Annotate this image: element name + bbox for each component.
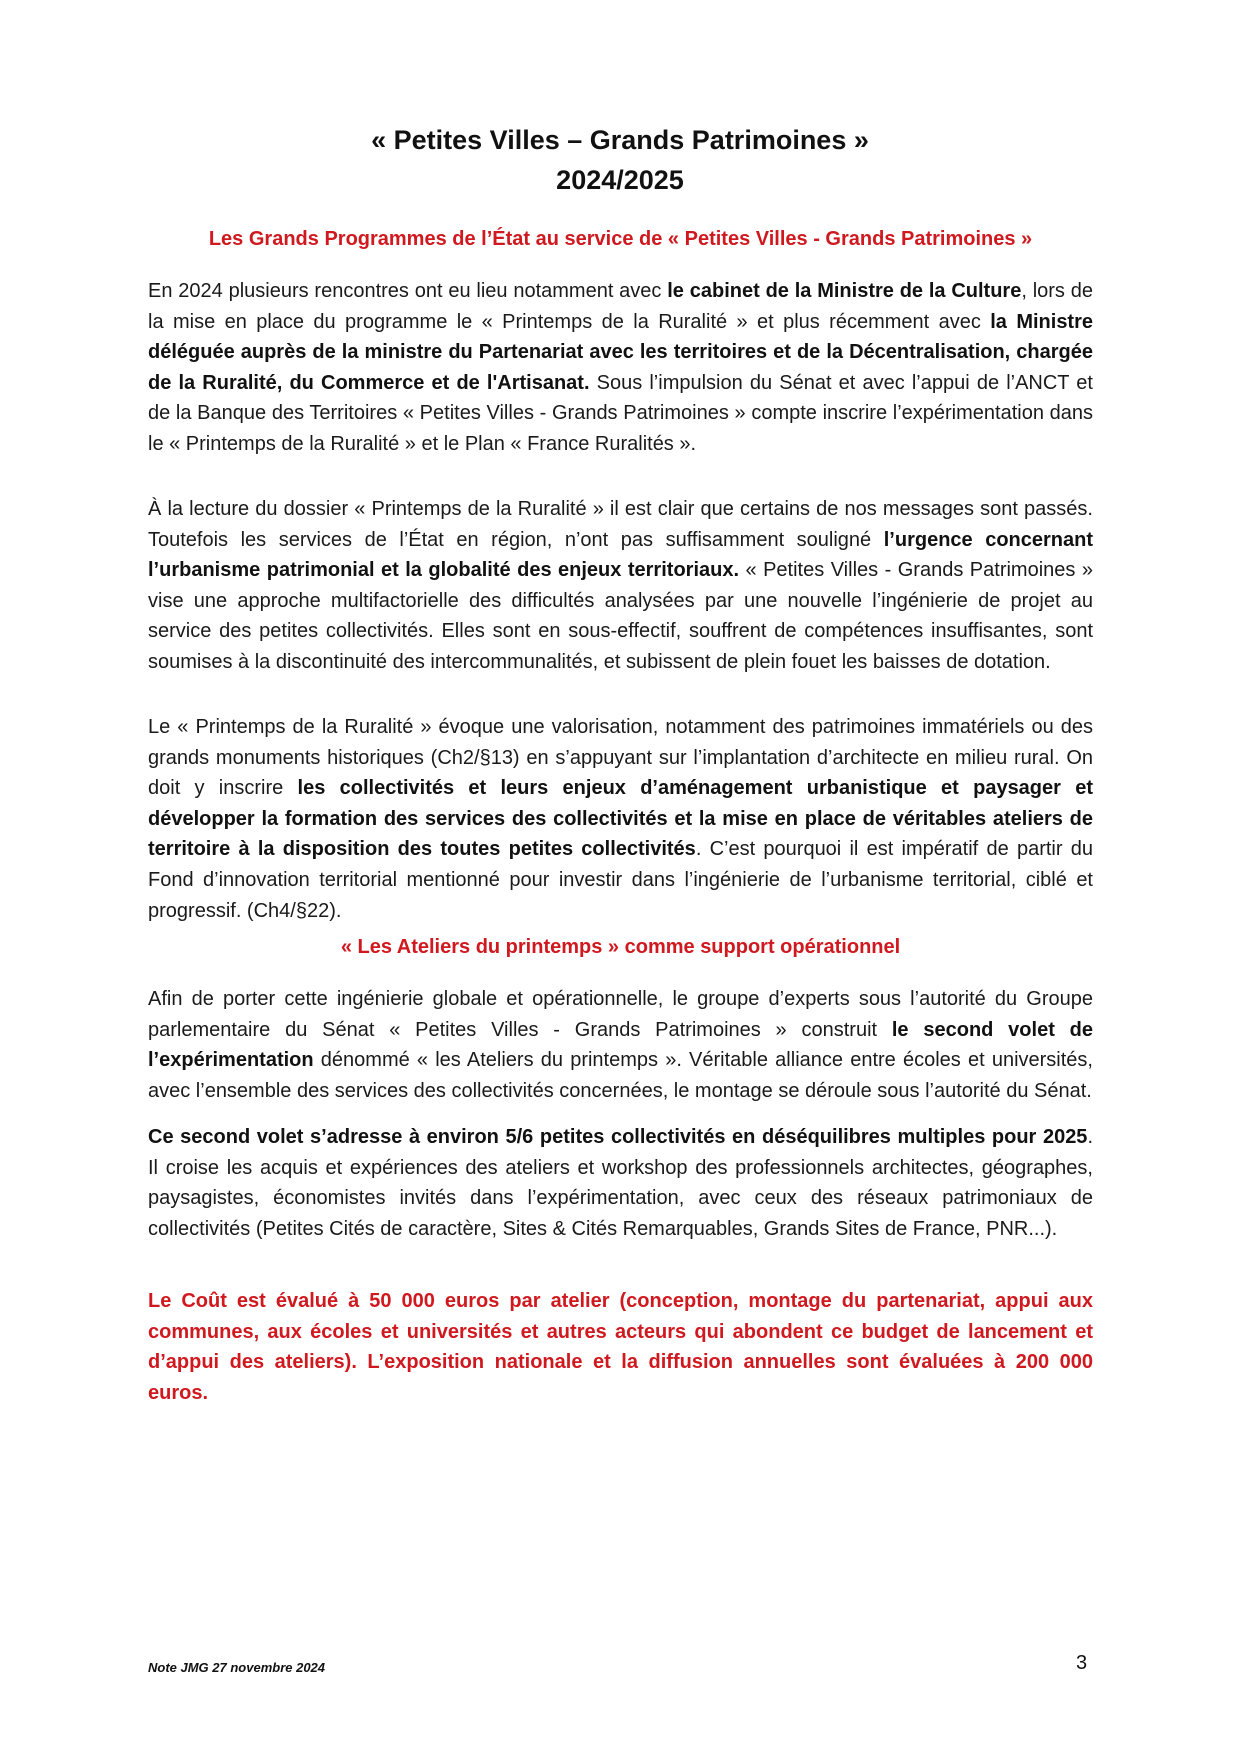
bold-run: les collectivités et leurs enjeux d’aménagement urbanistique et paysager et développer la formation des services des collectivités et la mise en place de véritables ateliers de territoire à la disposition des toutes petites collectivités [148, 777, 1093, 861]
text-run: En 2024 plusieurs rencontres ont eu lieu notamment avec [148, 280, 668, 302]
bold-run: la Ministre déléguée auprès de la ministre du Partenariat avec les territoires et de la Décentralisation, chargée de la Ruralité, du Commerce et de l'Artisanat. [148, 310, 1094, 394]
text-run: Afin de porter cette ingénierie globale et opérationnelle, le groupe d’experts sous l’autorité du Groupe parlementaire du Sénat « Petites Villes - Grands Patrimoines » construit [148, 988, 1093, 1041]
text-run: . Il croise les acquis et expériences des ateliers et workshop des professionnels architectes, géographes, paysagistes, économistes invités dans l’expérimentation, avec ceux des réseaux patrimoniaux de collectivités (Petites Cités de caractère, Sites & Cités Remarquables, Grands Sites de France, PNR...). [148, 1126, 1093, 1240]
page-number: 3 [1076, 1652, 1088, 1674]
text-run: À la lecture du dossier « Printemps de la Ruralité » il est clair que certains de nos messages sont passés. Toutefois les services de l’État en région, n’ont pas suffisamment souligné [148, 498, 1093, 551]
title-line-1: « Petites Villes – Grands Patrimoines » [371, 125, 869, 155]
text-run: Sous l’impulsion du Sénat et avec l’appui de l’ANCT et de la Banque des Territoires « Petites Villes - Grands Patrimoines » compte inscrire l’expérimentation dans le « Printemps de la Ruralité » et le Plan « France Ruralités ». [148, 371, 1093, 455]
paragraph-printemps-ruralite [148, 712, 1093, 926]
paragraph-lecture-dossier [148, 494, 1093, 678]
text-run: « Petites Villes - Grands Patrimoines » vise une approche multifactorielle des difficultés analysées par une nouvelle l’ingénierie de projet au service des petites collectivités. Elles sont en sous-effectif, souffrent de compétences insuffisantes, sont soumises à la discontinuité des intercommunalités, et subissent de plein fouet les baisses de dotation. [148, 559, 1093, 673]
paragraph-ingenierie [148, 984, 1093, 1106]
text-run: , lors de la mise en place du programme le « Printemps de la Ruralité » et plus récemment avec [148, 280, 1093, 333]
bold-run: Ce second volet s’adresse à environ 5/6 petites collectivités en déséquilibres multiples pour 2025 [148, 1126, 1088, 1148]
bold-run: le second volet de l’expérimentation [148, 1018, 1094, 1072]
text-run: Le « Printemps de la Ruralité » évoque une valorisation, notamment des patrimoines immatériels ou des grands monuments historiques (Ch2/§13) en s’appuyant sur l’implantation d’architecte en milieu rural. On doit y inscrire [148, 716, 1093, 800]
paragraph-cout: Le Coût est évalué à 50 000 euros par atelier (conception, montage du partenariat, appui aux communes, aux écoles et universités et autres acteurs qui abondent ce budget de lancement et d’appui des ateliers). L’exposition nationale et la diffusion annuelles sont évaluées à 200 000 euros. [148, 1290, 1093, 1404]
paragraph-rencontres [148, 276, 1093, 460]
paragraph-second-volet [148, 1122, 1093, 1244]
document-title [0, 120, 1240, 200]
text-run: dénommé « les Ateliers du printemps ». Véritable alliance entre écoles et universités, avec l’ensemble des services des collectivités concernées, le montage se déroule sous l’autorité du Sénat. [148, 1049, 1093, 1102]
bold-run: l’urgence concernant l’urbanisme patrimonial et la globalité des enjeux territoriaux. [148, 528, 1093, 582]
section-heading-ateliers: « Les Ateliers du printemps » comme support opérationnel [340, 936, 901, 958]
text-run: . C’est pourquoi il est impératif de partir du Fond d’innovation territorial mentionné pour investir dans l’ingénierie de l’urbanisme territorial, ciblé et progressif. (Ch4/§22). [148, 838, 1093, 922]
title-line-2: 2024/2025 [556, 165, 684, 195]
bold-run: le cabinet de la Ministre de la Culture [667, 280, 1022, 302]
section-heading-programmes: Les Grands Programmes de l’État au service de « Petites Villes - Grands Patrimoines » [208, 228, 1033, 250]
footer-note: Note JMG 27 novembre 2024 [148, 1660, 326, 1675]
